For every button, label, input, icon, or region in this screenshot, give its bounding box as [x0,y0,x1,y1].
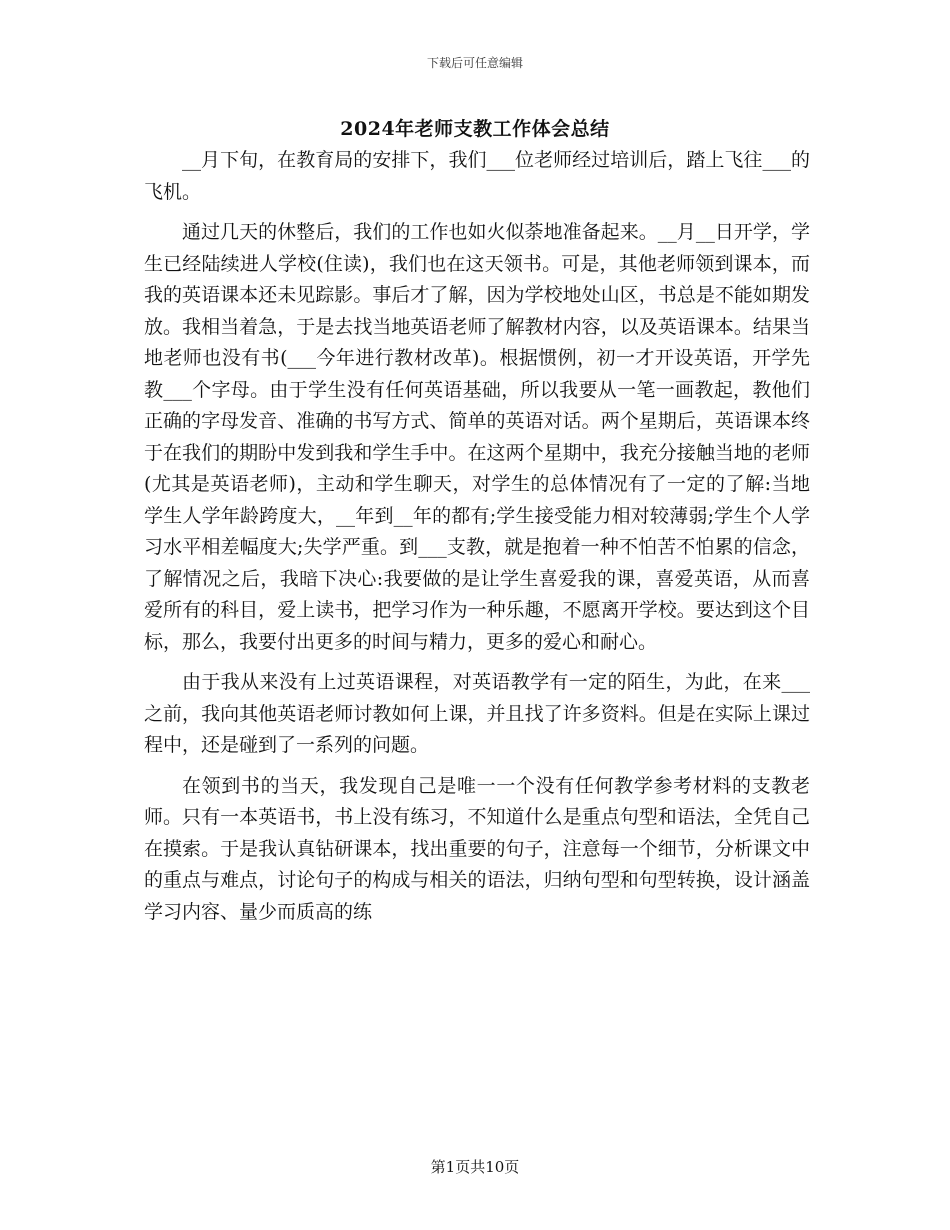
document-title: 2024年老师支教工作体会总结 [340,118,610,140]
header-note: 下载后可任意编辑 [426,56,523,70]
document-body [144,145,810,937]
paragraph-3: 由于我从来没有上过英语课程，对英语教学有一定的陌生，为此，在来___之前，我向其他英语老师讨教如何上课，并且找了许多资料。但是在实际上课过程中，还是碰到了一系列的问题。 [144,671,810,756]
paragraph-4: 在领到书的当天，我发现自己是唯一一个没有任何教学参考材料的支教老师。只有一本英语书，书上没有练习，不知道什么是重点句型和语法，全凭自己在摸索。于是我认真钻研课本，找出重要的句子，注意每一个细节，分析课文中的重点与难点，讨论句子的构成与相关的语法，归纳句型和句型转换，设计涵盖学习内容、量少而质高的练 [144,774,810,923]
paragraph-2: 通过几天的休整后，我们的工作也如火似荼地准备起来。__月__日开学，学生已经陆续进人学校(住读)，我们也在这天领书。可是，其他老师领到课本，而我的英语课本还未见踪影。事后才了解，因为学校地处山区，书总是不能如期发放。我相当着急，于是去找当地英语老师了解教材内容，以及英语课本。结果当地老师也没有书(___今年进行教材改革)。根据惯例，初一才开设英语，开学先教___个字母。由于学生没有任何英语基础，所以我要从一笔一画教起，教他们正确的字母发音、准确的书写方式、简单的英语对话。两个星期后，英语课本终于在我们的期盼中发到我和学生手中。在这两个星期中，我充分接触当地的老师(尤其是英语老师)，主动和学生聊天，对学生的总体情况有了一定的了解:当地学生人学年龄跨度大，__年到__年的都有;学生接受能力相对较薄弱;学生个人学习水平相差幅度大;失学严重。到___支教，就是抱着一种不怕苦不怕累的信念，了解情况之后，我暗下决心:我要做的是让学生喜爱我的课，喜爱英语，从而喜爱所有的科目，爱上读书，把学习作为一种乐趣，不愿离开学校。要达到这个目标，那么，我要付出更多的时间与精力，更多的爱心和耐心。 [144,221,810,653]
paragraph-1: __月下旬，在教育局的安排下，我们___位老师经过培训后，踏上飞往___的飞机。 [144,149,810,203]
page-footer: 第1页共10页 [430,1158,520,1176]
